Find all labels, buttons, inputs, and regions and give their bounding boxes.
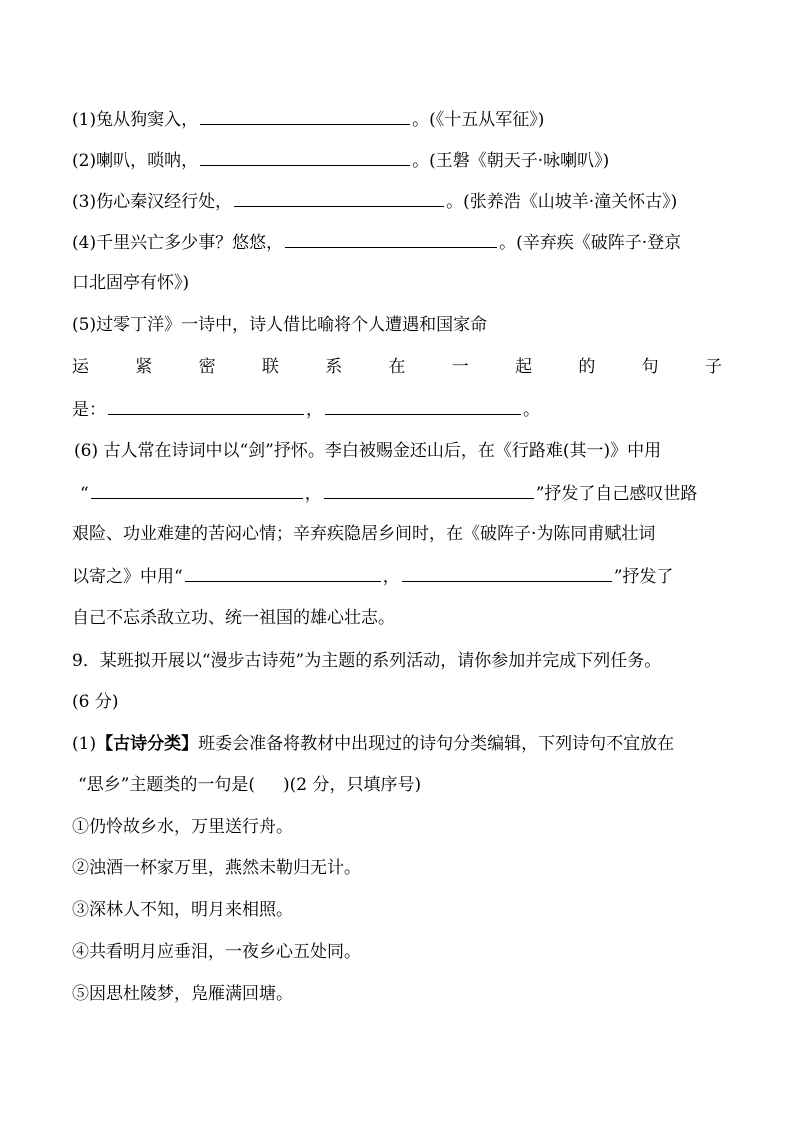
answer-blank[interactable]: [325, 396, 521, 415]
answer-blank[interactable]: [402, 563, 612, 582]
q8-line-3: [72, 188, 677, 215]
sub-question-text-2: “思乡”主题类的一句是(: [78, 775, 256, 795]
comma: ，: [304, 484, 322, 504]
q8-6-tail: ”抒发了自己感叹世路: [535, 484, 698, 504]
q8-3-source: 。(张养浩《山坡羊·潼关怀古》): [446, 192, 678, 212]
q8-line-8: [72, 396, 540, 423]
q8-line-1: [72, 106, 544, 133]
char: 的: [578, 357, 596, 377]
q9-line-1: 9．某班拟开展以“漫步古诗苑”为主题的系列活动，请你参加并完成下列任务。: [72, 651, 662, 671]
q8-line-6: (5)过零丁洋》一诗中，诗人借比喻将个人遭遇和国家命: [72, 315, 488, 335]
char: 一: [451, 357, 469, 377]
q9-line-3: [72, 731, 674, 757]
answer-blank[interactable]: [200, 106, 410, 125]
q8-4-prompt: (4)千里兴亡多少事？悠悠，: [72, 233, 284, 253]
q9-line-2: (6 分): [72, 692, 119, 712]
char: 运: [72, 357, 89, 377]
sub-question-number: (1): [72, 734, 97, 754]
answer-blank[interactable]: [185, 563, 381, 582]
option-1: ①仍怜故乡水，万里送行舟。: [72, 817, 293, 837]
sub-question-score: )(2 分，只填序号): [283, 775, 422, 795]
q8-1-prompt: (1)兔从狗窦入，: [72, 110, 199, 130]
q8-line-12: [72, 563, 673, 590]
q8-3-prompt: (3)伤心秦汉经行处，: [72, 192, 233, 212]
char: 在: [388, 357, 406, 377]
option-5: ⑤因思杜陵梦，凫雁满回塘。: [72, 984, 293, 1004]
q8-6-tail-2: ”抒发了: [613, 567, 674, 587]
quote-open: “: [80, 484, 89, 504]
q8-line-5: 口北固亭有怀》): [72, 273, 190, 293]
q8-line-2: [72, 147, 609, 174]
sub-question-text: 班委会准备将教材中出现过的诗句分类编辑，下列诗句不宜放在: [198, 734, 675, 754]
q8-line-11: 艰险、功业难建的苦闷心情；辛弃疾隐居乡间时，在《破阵子·为陈同甫赋壮词: [72, 524, 656, 544]
answer-blank[interactable]: [324, 480, 534, 499]
answer-blank[interactable]: [91, 480, 303, 499]
period: 。: [523, 400, 540, 420]
section-tag: 【古诗分类】: [96, 734, 199, 754]
answer-blank[interactable]: [108, 396, 304, 415]
q8-line-4: [72, 229, 681, 256]
answer-blank[interactable]: [234, 188, 444, 207]
answer-blank[interactable]: [200, 147, 410, 166]
char: 联: [261, 357, 279, 377]
q8-4-source: 。(辛弃疾《破阵子·登京: [499, 233, 682, 253]
q8-6-lead: 以寄之》中用“: [72, 567, 183, 587]
char: 子: [704, 357, 722, 377]
comma: ，: [382, 567, 400, 587]
q8-2-prompt: (2)喇叭，唢呐，: [72, 151, 199, 171]
q8-line-10: [80, 480, 697, 507]
comma: ，: [306, 400, 323, 420]
option-2: ②浊酒一杯家万里，燕然未勒归无计。: [72, 858, 361, 878]
option-3: ③深林人不知，明月来相照。: [72, 900, 293, 920]
char: 密: [198, 357, 216, 377]
q8-5-prefix: 是：: [72, 400, 106, 420]
answer-blank[interactable]: [285, 229, 497, 248]
char: 紧: [135, 357, 153, 377]
q8-line-13: 自己不忘杀敌立功、统一祖国的雄心壮志。: [72, 608, 395, 628]
q8-2-source: 。(王磐《朝天子·咏喇叭》): [412, 151, 610, 171]
char: 句: [641, 357, 659, 377]
q8-1-source: 。(《十五从军征》): [412, 110, 545, 130]
q8-line-9: (6) 古人常在诗词中以“剑”抒怀。李白被赐金还山后，在《行路难(其一)》中用: [74, 441, 662, 461]
q8-line-7: [72, 354, 722, 380]
q9-line-4: [78, 772, 421, 798]
option-4: ④共看明月应垂泪，一夜乡心五处同。: [72, 942, 361, 962]
char: 起: [515, 357, 533, 377]
char: 系: [325, 357, 343, 377]
